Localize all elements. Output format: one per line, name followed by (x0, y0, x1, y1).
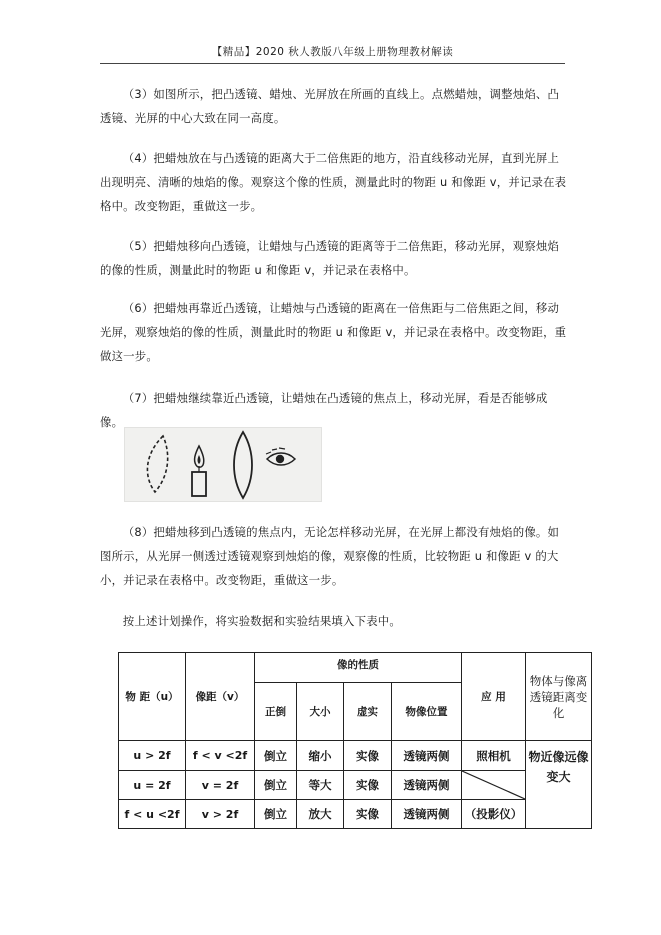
cell-u: u = 2f (119, 771, 186, 800)
cell-v: v = 2f (186, 771, 255, 800)
cell-size: 缩小 (297, 741, 344, 771)
header-distance-change: 物体与像离透镜距离变 化 (526, 653, 592, 741)
page-header: 【精品】2020 秋人教版八年级上册物理教材解读 (100, 44, 565, 64)
header-size: 大小 (297, 683, 344, 741)
table-header-row (119, 653, 592, 683)
header-position: 物像位置 (392, 683, 462, 741)
cell-application-empty (462, 771, 526, 800)
experiment-figure-drawing (125, 428, 321, 501)
step-5-paragraph: （5）把蜡烛移向凸透镜，让蜡烛与凸透镜的距离等于二倍焦距，移动光屏，观察烛焰的像的性质，测量此时的物距 u 和像距 v，并记录在表格中。 (100, 239, 560, 277)
header-upright: 正倒 (255, 683, 297, 741)
cell-position: 透镜两侧 (392, 741, 462, 771)
instruction-paragraph: 按上述计划操作，将实验数据和实验结果填入下表中。 (122, 614, 401, 628)
table-row (119, 741, 592, 771)
experiment-figure (124, 427, 322, 502)
cell-position: 透镜两侧 (392, 771, 462, 800)
lens-imaging-table (118, 652, 592, 829)
step-4-paragraph: （4）把蜡烛放在与凸透镜的距离大于二倍焦距的地方，沿直线移动光屏，直到光屏上出现明亮、清晰的烛焰的像。观察这个像的性质，测量此时的物距 u 和像距 v，并记录在表格中。改变物距，重做这一步。 (100, 151, 567, 213)
cell-real: 实像 (344, 741, 392, 771)
cell-position: 透镜两侧 (392, 800, 462, 829)
header-application: 应 用 (462, 653, 526, 741)
step-8-paragraph: （8）把蜡烛移到凸透镜的焦点内，无论怎样移动光屏，在光屏上都没有烛焰的像。如图所示，从光屏一侧透过透镜观察到烛焰的像，观察像的性质，比较物距 u 和像距 v 的大小，并记录在表格中。改变物距，重做这一步。 (100, 525, 560, 587)
cell-size: 等大 (297, 771, 344, 800)
cell-u: u > 2f (119, 741, 186, 771)
dashed-lens-image-icon (147, 436, 167, 492)
header-image-distance: 像距（v） (186, 653, 255, 741)
eye-icon (266, 448, 295, 465)
cell-upright: 倒立 (255, 800, 297, 829)
diagonal-slash (462, 771, 525, 799)
step-7-paragraph: （7）把蜡烛继续靠近凸透镜，让蜡烛在凸透镜的焦点上，移动光屏，看是否能够成像。 (100, 391, 548, 429)
cell-u: f < u <2f (119, 800, 186, 829)
cell-v: f < v <2f (186, 741, 255, 771)
header-image-properties: 像的性质 (255, 653, 462, 683)
cell-distance-change: 物近像远像变大 (526, 741, 592, 829)
table-row (119, 771, 592, 800)
cell-application: （投影仪） (462, 800, 526, 829)
cell-v: v > 2f (186, 800, 255, 829)
cell-upright: 倒立 (255, 741, 297, 771)
candle-icon (192, 446, 206, 496)
cell-application: 照相机 (462, 741, 526, 771)
cell-size: 放大 (297, 800, 344, 829)
step-3-paragraph: （3）如图所示，把凸透镜、蜡烛、光屏放在所画的直线上。点燃蜡烛，调整烛焰、凸透镜、光屏的中心大致在同一高度。 (100, 87, 560, 125)
convex-lens-icon (234, 432, 252, 498)
cell-upright: 倒立 (255, 771, 297, 800)
step-6-paragraph: （6）把蜡烛再靠近凸透镜，让蜡烛与凸透镜的距离在一倍焦距与二倍焦距之间，移动光屏，观察烛焰的像的性质，测量此时的物距 u 和像距 v，并记录在表格中。改变物距，重做这一步。 (100, 301, 567, 363)
header-real-virtual: 虚实 (344, 683, 392, 741)
cell-real: 实像 (344, 800, 392, 829)
cell-real: 实像 (344, 771, 392, 800)
header-object-distance: 物 距（u） (119, 653, 186, 741)
table-row (119, 800, 592, 829)
